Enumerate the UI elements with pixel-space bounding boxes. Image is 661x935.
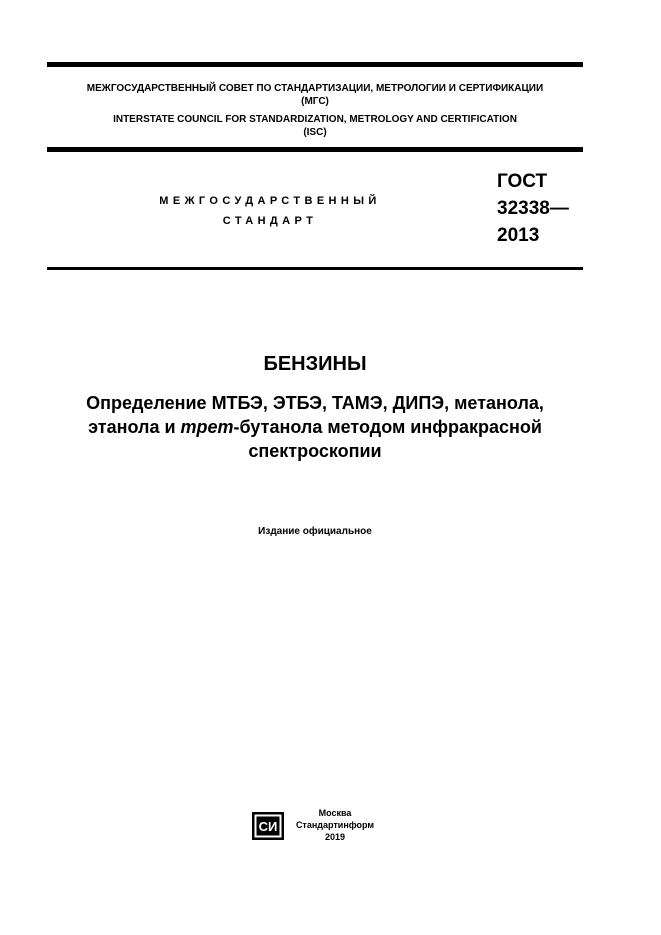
standartinform-logo-icon [251, 811, 285, 841]
council-en-abbr: (ISC) [303, 127, 327, 138]
subtitle-text-a: этанола и [88, 417, 181, 437]
logo-graphic-icon [251, 811, 285, 841]
top-rule [47, 62, 583, 67]
logo-text: СИ [258, 819, 278, 834]
gost-number: 32338— [497, 198, 569, 219]
subtitle-line2 [47, 415, 583, 439]
gost-year: 2013 [497, 225, 540, 246]
council-ru: МЕЖГОСУДАРСТВЕННЫЙ СОВЕТ ПО СТАНДАРТИЗАЦИИ, МЕТРОЛОГИИ И СЕРТИФИКАЦИИ [86, 83, 544, 94]
council-header [47, 82, 583, 139]
gost-code [497, 168, 569, 249]
publisher-year: 2019 [324, 832, 346, 842]
edition-label: Издание официальное [258, 526, 372, 537]
gost-prefix: ГОСТ [497, 171, 548, 192]
council-rule [47, 147, 583, 152]
publisher-block [288, 807, 382, 843]
standard-type-line1: МЕЖГОСУДАРСТВЕННЫЙ [159, 195, 381, 207]
publisher-city: Москва [318, 808, 352, 818]
document-title: БЕНЗИНЫ [263, 353, 367, 375]
standard-rule [47, 267, 583, 270]
document-subtitle [47, 391, 583, 463]
subtitle-line3: спектроскопии [248, 441, 382, 461]
subtitle-line1: Определение МТБЭ, ЭТБЭ, ТАМЭ, ДИПЭ, метанола, [86, 393, 544, 413]
council-en: INTERSTATE COUNCIL FOR STANDARDIZATION, METROLOGY AND CERTIFICATION [113, 114, 517, 125]
standard-type-line2: СТАНДАРТ [222, 215, 318, 227]
council-ru-abbr: (МГС) [301, 96, 329, 107]
subtitle-italic: трет [180, 417, 234, 437]
standard-type [120, 191, 420, 231]
subtitle-text-b: -бутанола методом инфракрасной [233, 417, 542, 437]
publisher-name: Стандартинформ [295, 820, 375, 830]
